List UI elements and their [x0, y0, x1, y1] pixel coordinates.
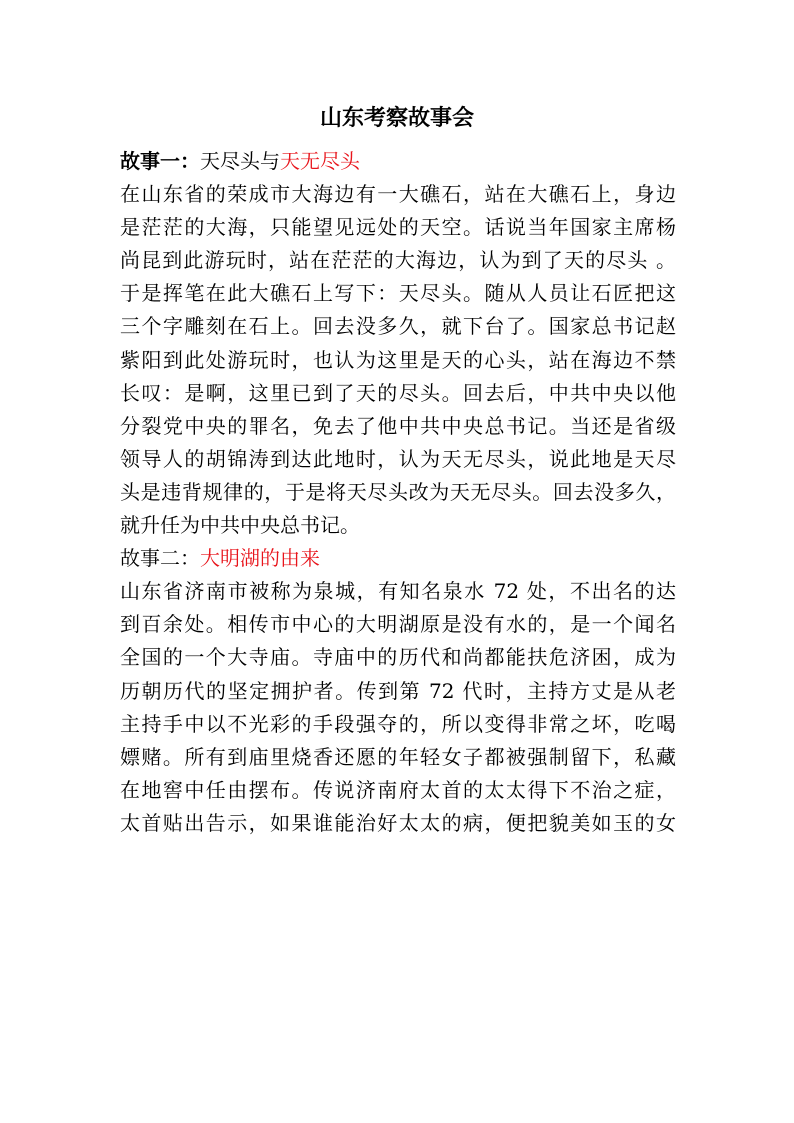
- paragraph-line: 于是挥笔在此大礁石上写下：天尽头。随从人员让石匠把这: [120, 281, 676, 306]
- story2-label: 故事二：: [120, 546, 200, 571]
- paragraph-line: 太首贴出告示，如果谁能治好太太的病，便把貌美如玉的女: [120, 810, 676, 835]
- story1-label: 故事一：: [120, 149, 200, 173]
- paragraph-line: 山东省济南市被称为泉城，有知名泉水 72 处，不出名的达: [120, 579, 676, 604]
- paragraph-line: 是茫茫的大海，只能望见远处的天空。话说当年国家主席杨: [120, 215, 676, 240]
- paragraph-line: 三个字雕刻在石上。回去没多久，就下台了。国家总书记赵: [120, 314, 676, 339]
- story2-title-red: 大明湖的由来: [200, 546, 320, 571]
- paragraph-line: 全国的一个大寺庙。寺庙中的历代和尚都能扶危济困，成为: [120, 645, 676, 670]
- paragraph-line: 领导人的胡锦涛到达此地时，认为天无尽头，说此地是天尽: [120, 446, 676, 471]
- paragraph-line: 就升任为中共中央总书记。: [120, 513, 360, 538]
- story2-paragraph: [120, 575, 676, 840]
- paragraph-line: 在山东省的荣成市大海边有一大礁石，站在大礁石上，身边: [120, 182, 676, 207]
- paragraph-line: 紫阳到此处游玩时，也认为这里是天的心头，站在海边不禁: [120, 347, 676, 372]
- paragraph-line: 在地窖中任由摆布。传说济南府太首的太太得下不治之症，: [120, 777, 676, 802]
- paragraph-line: 尚昆到此游玩时，站在茫茫的大海边，认为到了天的尽头 。: [120, 248, 676, 273]
- paragraph-line: 头是违背规律的，于是将天尽头改为天无尽头。回去没多久，: [120, 479, 676, 504]
- story2-heading: [120, 542, 676, 575]
- paragraph-line: 分裂党中央的罪名，免去了他中共中央总书记。当还是省级: [120, 413, 676, 438]
- document-body: [120, 145, 676, 840]
- story1-heading: [120, 145, 676, 178]
- paragraph-line: 历朝历代的坚定拥护者。传到第 72 代时，主持方丈是从老: [120, 678, 676, 703]
- paragraph-line: 主持手中以不光彩的手段强夺的，所以变得非常之坏，吃喝: [120, 711, 676, 736]
- story1-paragraph: [120, 178, 676, 542]
- paragraph-line: 嫖赌。所有到庙里烧香还愿的年轻女子都被强制留下，私藏: [120, 744, 676, 769]
- paragraph-line: 长叹：是啊，这里已到了天的尽头。回去后，中共中央以他: [120, 380, 676, 405]
- story1-title-red: 天无尽头: [280, 149, 360, 173]
- page-title: 山东考察故事会: [319, 105, 474, 131]
- paragraph-line: 到百余处。相传市中心的大明湖原是没有水的，是一个闻名: [120, 612, 676, 637]
- story1-title-black: 天尽头与: [200, 149, 280, 173]
